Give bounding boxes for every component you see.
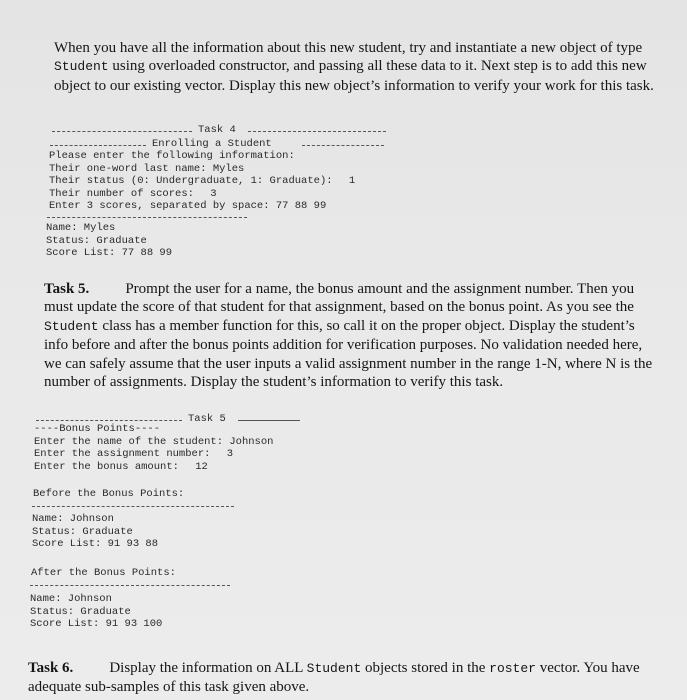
after-status: Status: Graduate <box>30 605 131 618</box>
task5-rule-left <box>36 420 182 421</box>
before-block <box>32 513 158 551</box>
task6-text: Display the information on ALL <box>109 660 307 676</box>
task4-header: Task 4 <box>198 124 236 136</box>
before-status: Status: Graduate <box>32 525 133 538</box>
assign-prompt: Enter the assignment number: <box>34 448 217 461</box>
output-name: Name: Myles <box>46 222 116 234</box>
after-label: After the Bonus Points: <box>31 567 176 579</box>
task6-text-end: vector. You have adequate sub-samples of this task given above. <box>28 660 640 696</box>
task4-sub-rule-right <box>302 145 384 146</box>
task4-rule-right <box>248 131 386 132</box>
status-value: 1 <box>348 175 356 188</box>
numscores-prompt: Their number of scores: <box>49 187 201 200</box>
bonus-prompt: Enter the bonus amount: <box>34 460 186 473</box>
student-code: Student <box>306 661 362 676</box>
task5-rule-right <box>238 420 300 421</box>
intro-paragraph <box>54 39 654 95</box>
task4-sub-rule-left <box>50 145 146 146</box>
after-block <box>30 593 162 631</box>
enrolling-header: Enrolling a Student <box>152 138 272 150</box>
task5-input-block <box>34 423 273 473</box>
intro-text-cont: using overloaded constructor, and passing all these data to it. Next step is to add this new object to our existing vector. Display this new object’s information to verify your work for this task. <box>54 58 654 94</box>
task4-prompt: Please enter the following information: <box>49 150 295 162</box>
task4-output-block <box>46 222 172 260</box>
after-scores: Score List: 91 93 100 <box>30 618 163 631</box>
roster-code: roster <box>489 661 536 676</box>
task5-text: Prompt the user for a name, the bonus amount and the assignment number. Then you must update the score of that student for that assignment, based on the bonus point. As you see the <box>44 281 635 316</box>
task4-input-block <box>49 150 355 213</box>
task6-text-cont: objects stored in the <box>361 660 490 676</box>
task6-paragraph <box>28 659 668 697</box>
task5-header: Task 5 <box>188 413 226 425</box>
output-scores: Score List: 77 88 99 <box>46 247 173 260</box>
numscores-value: 3 <box>210 187 217 200</box>
task6-label: Task 6. <box>28 660 74 676</box>
before-name: Name: Johnson <box>32 513 114 525</box>
status-prompt: Their status (0: Undergraduate, 1: Graduate): <box>49 175 339 188</box>
intro-text: When you have all the information about this new student, try and instantiate a new object of type <box>54 40 643 56</box>
before-label: Before the Bonus Points: <box>33 488 185 500</box>
scores-value: 77 88 99 <box>275 200 327 213</box>
scores-prompt: Enter 3 scores, separated by space: <box>49 200 276 213</box>
task5-paragraph <box>44 280 654 391</box>
after-divider <box>30 585 230 586</box>
output-status: Status: Graduate <box>46 234 147 247</box>
before-divider <box>32 506 234 507</box>
assign-value: 3 <box>226 448 234 461</box>
lastname-value: Myles <box>212 162 245 175</box>
before-scores: Score List: 91 93 88 <box>32 538 159 551</box>
student-code: Student <box>44 318 99 334</box>
bonus-value: 12 <box>195 460 208 473</box>
bonus-header: ----Bonus Points---- <box>34 423 161 435</box>
student-code: Student <box>54 59 109 75</box>
name-prompt: Enter the name of the student: <box>34 435 230 448</box>
task4-rule-left <box>52 131 192 132</box>
task4-divider <box>47 217 247 218</box>
name-value: Johnson <box>229 435 274 448</box>
after-name: Name: Johnson <box>30 593 112 605</box>
task5-label: Task 5. <box>44 281 90 297</box>
task5-text-cont: class has a member function for this, so call it on the proper object. Display the student’s info before and after the bonus points addition for verification purposes. No validation needed here, we can safely assume that the user inputs a valid assignment number in the range 1-N, where N is the number of assignments. Display the student’s information to verify this task. <box>44 317 653 391</box>
lastname-prompt: Their one-word last name: <box>49 162 213 175</box>
